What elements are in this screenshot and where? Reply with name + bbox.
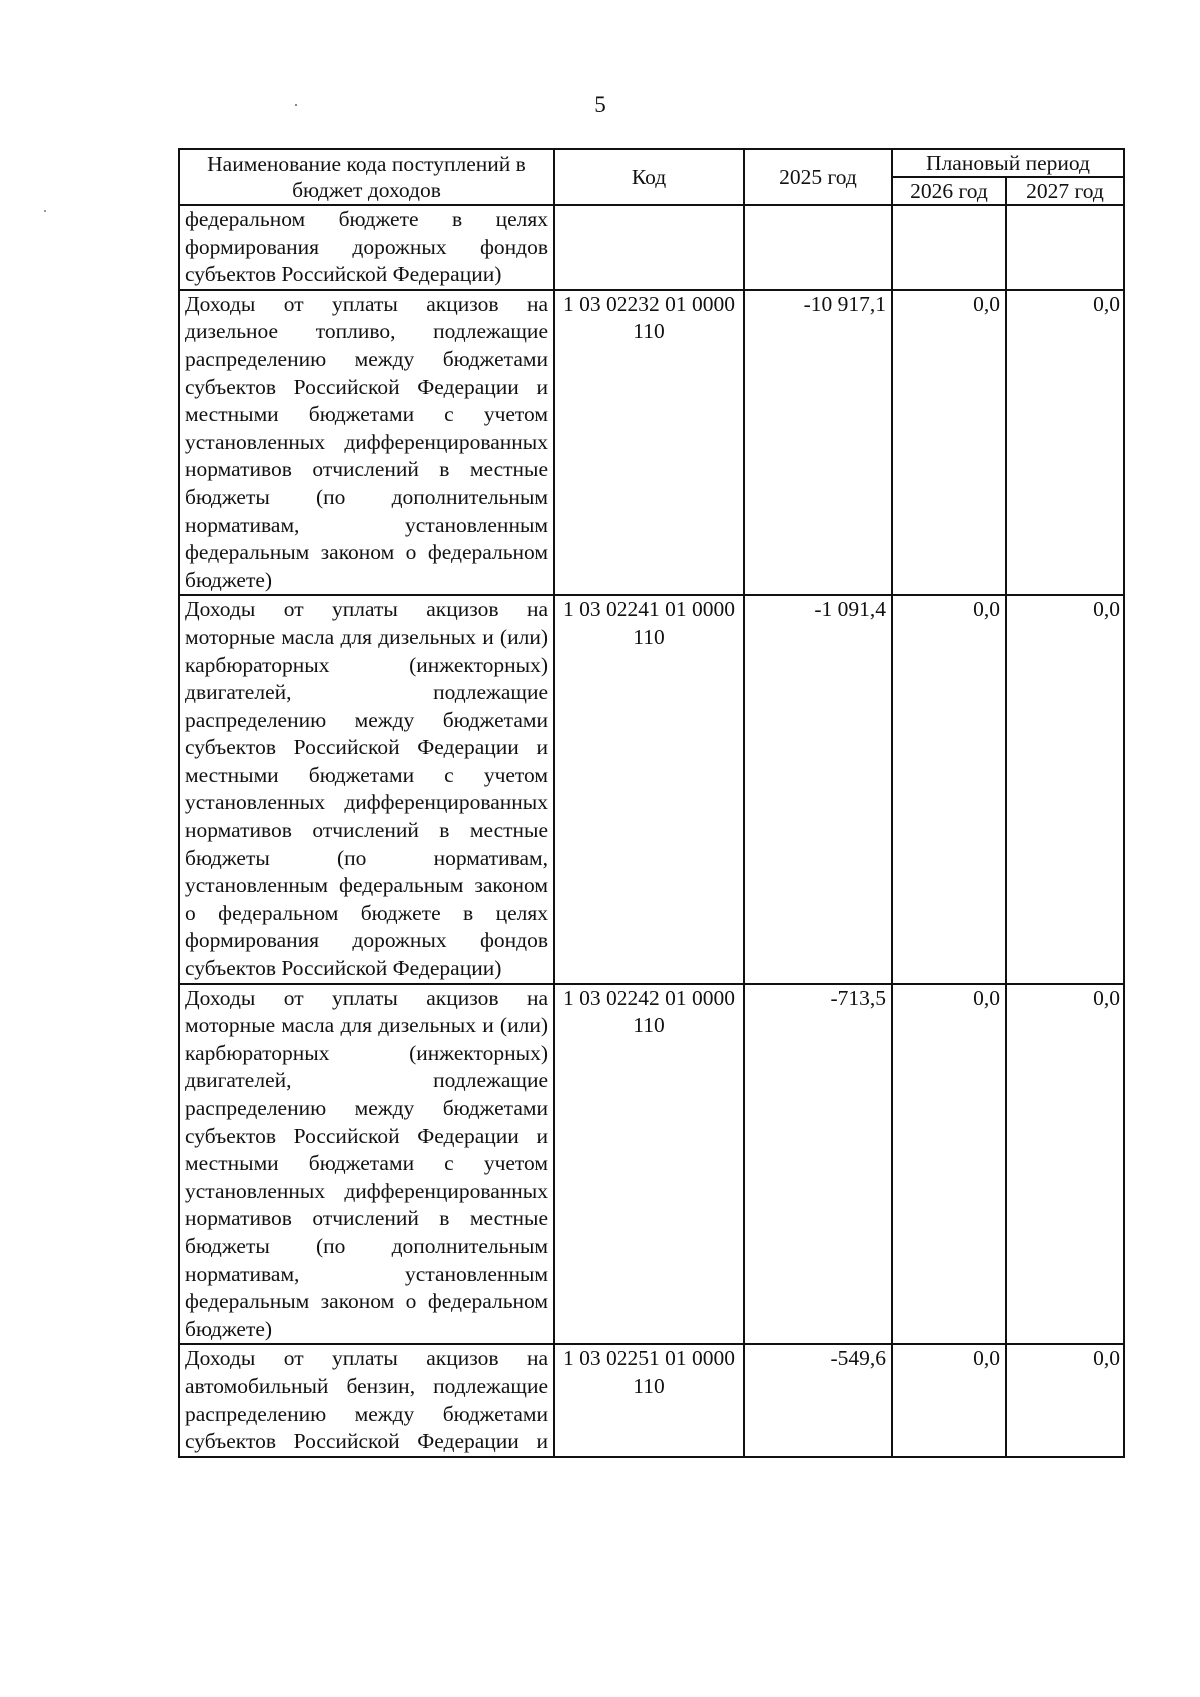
row-2027-cell: 0,0 [1006, 984, 1124, 1345]
row-2026-cell: 0,0 [892, 595, 1006, 983]
row-2026-cell: 0,0 [892, 290, 1006, 596]
header-name-column: Наименование кода поступлений в бюджет доходов [179, 149, 554, 205]
row-code-cell [554, 205, 744, 290]
table-row [179, 1344, 1124, 1456]
row-2025-cell: -713,5 [744, 984, 892, 1345]
row-code-cell: 1 03 02251 01 0000 110 [554, 1344, 744, 1456]
header-planned-period: Плановый период [892, 149, 1124, 177]
row-2026-cell [892, 205, 1006, 290]
row-name-cell: Доходы от уплаты акцизов на автомобильный бензин, подлежащие распределению между бюджетами субъектов Российской Федерации и [179, 1344, 554, 1456]
row-code-cell: 1 03 02242 01 0000 110 [554, 984, 744, 1345]
row-2027-cell: 0,0 [1006, 595, 1124, 983]
table-row [179, 205, 1124, 290]
row-code-cell: 1 03 02232 01 0000 110 [554, 290, 744, 596]
page-number: 5 [594, 92, 606, 117]
table-row [179, 984, 1124, 1345]
budget-revenue-table [178, 148, 1125, 1458]
row-2025-cell: -10 917,1 [744, 290, 892, 596]
row-2026-cell: 0,0 [892, 984, 1006, 1345]
row-code-cell: 1 03 02241 01 0000 110 [554, 595, 744, 983]
scan-artifact [44, 210, 46, 212]
table-row [179, 290, 1124, 596]
row-2026-cell: 0,0 [892, 1344, 1006, 1456]
row-name-cell: Доходы от уплаты акцизов на дизельное топливо, подлежащие распределению между бюджетами субъектов Российской Федерации и местными бюджетами с учетом установленных дифференцированных нормативов отчислений в местные бюджеты (по дополнительным нормативам, установленным федеральным законом о федеральном бюджете) [179, 290, 554, 596]
row-name-cell: Доходы от уплаты акцизов на моторные масла для дизельных и (или) карбюраторных (инжекторных) двигателей, подлежащие распределению между бюджетами субъектов Российской Федерации и местными бюджетами с учетом установленных дифференцированных нормативов отчислений в местные бюджеты (по нормативам, установленным федеральным законом о федеральном бюджете в целях формирования дорожных фондов субъектов Российской Федерации) [179, 595, 554, 983]
header-2027-column: 2027 год [1006, 177, 1124, 205]
row-2025-cell: -1 091,4 [744, 595, 892, 983]
row-2027-cell [1006, 205, 1124, 290]
scan-artifact [295, 104, 297, 106]
row-2027-cell: 0,0 [1006, 290, 1124, 596]
row-2025-cell: -549,6 [744, 1344, 892, 1456]
row-2025-cell [744, 205, 892, 290]
header-2026-column: 2026 год [892, 177, 1006, 205]
row-2027-cell: 0,0 [1006, 1344, 1124, 1456]
row-name-cell: Доходы от уплаты акцизов на моторные масла для дизельных и (или) карбюраторных (инжекторных) двигателей, подлежащие распределению между бюджетами субъектов Российской Федерации и местными бюджетами с учетом установленных дифференцированных нормативов отчислений в местные бюджеты (по дополнительным нормативам, установленным федеральным законом о федеральном бюджете) [179, 984, 554, 1345]
header-code-column: Код [554, 149, 744, 205]
table-row [179, 595, 1124, 983]
row-name-cell: федеральном бюджете в целях формирования дорожных фондов субъектов Российской Федерации) [179, 205, 554, 290]
header-2025-column: 2025 год [744, 149, 892, 205]
table-header-row [179, 149, 1124, 177]
